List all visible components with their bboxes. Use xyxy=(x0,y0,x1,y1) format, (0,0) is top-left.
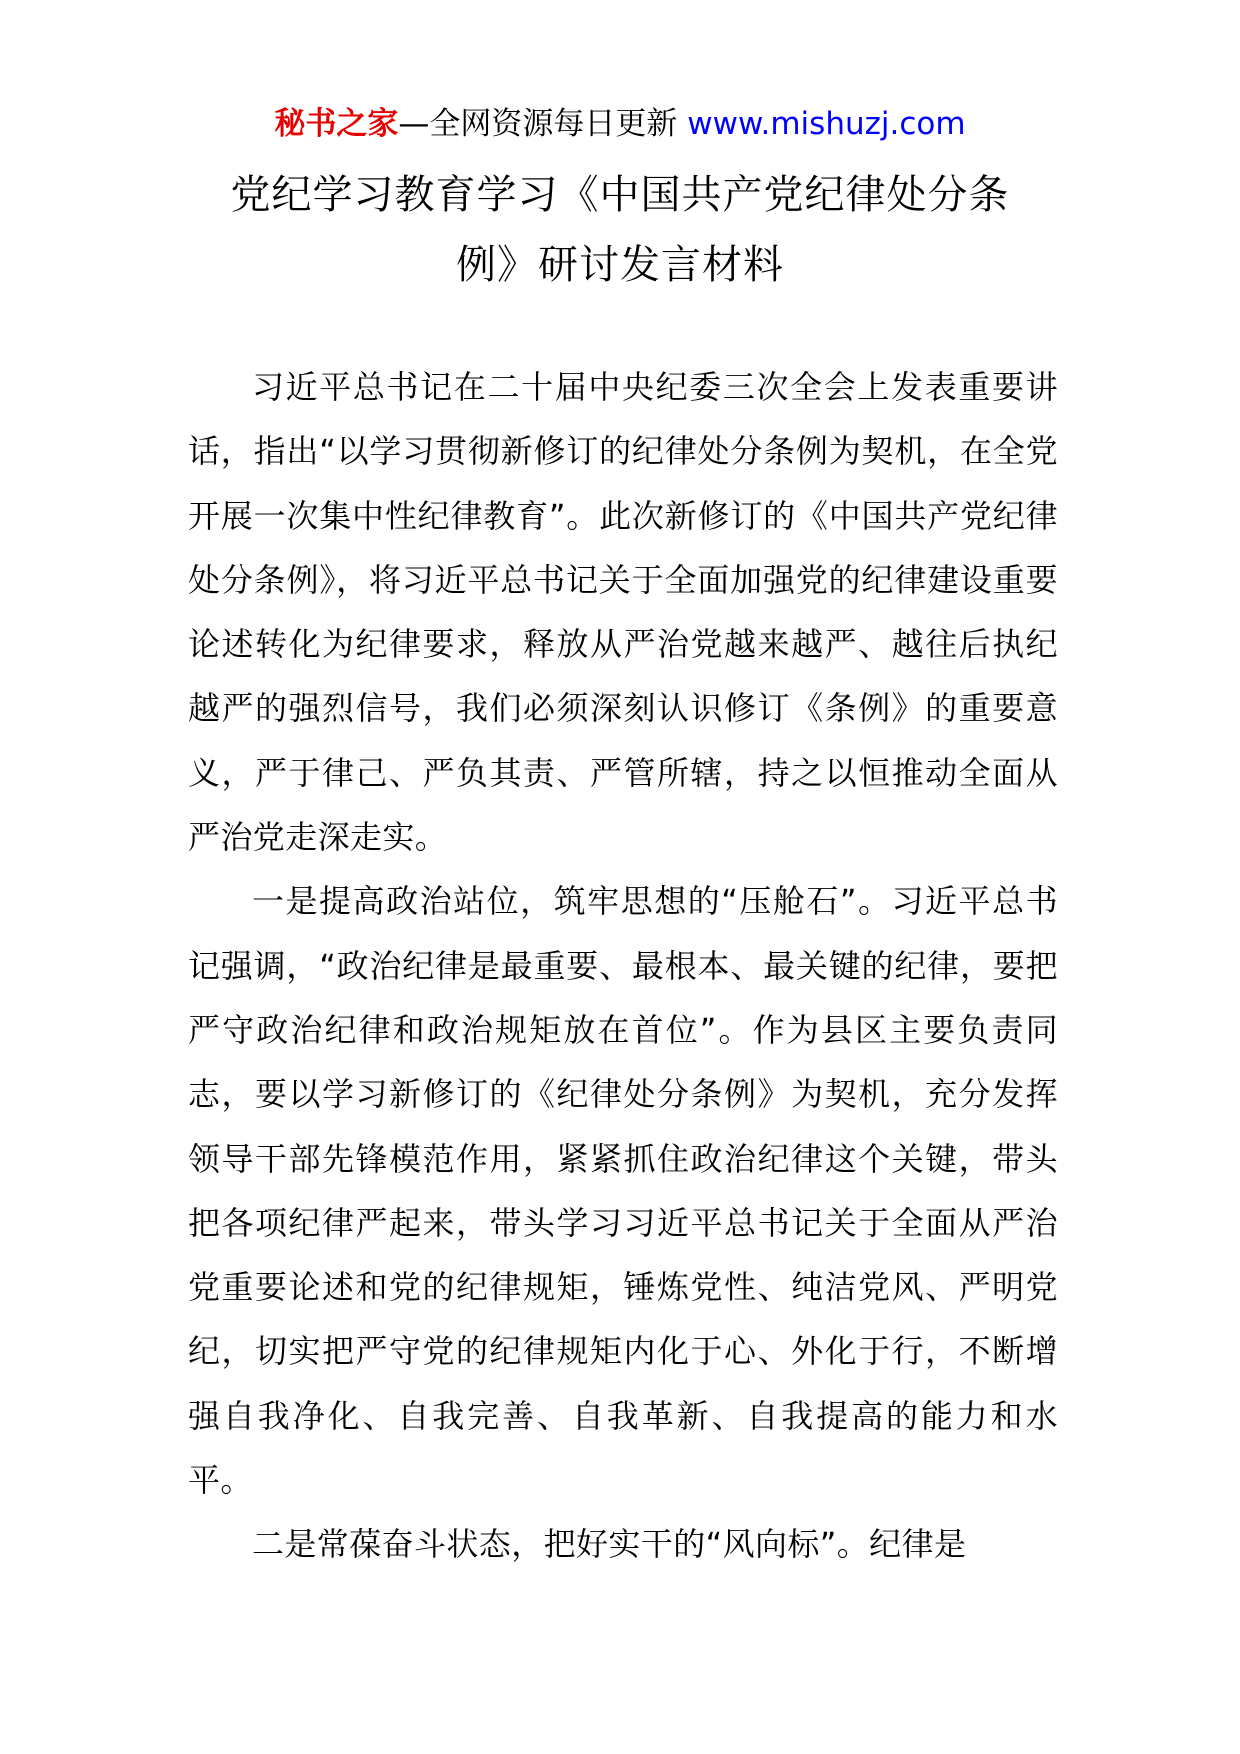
paragraph-text: 纪律是 xyxy=(869,1525,967,1564)
paragraph-point-one xyxy=(188,869,1058,1512)
site-header xyxy=(0,102,1240,146)
paragraph-point-two xyxy=(188,1512,1058,1576)
paragraph-lead: 二是常葆奋斗状态，把好实干的“风向标”。 xyxy=(252,1525,870,1564)
document-body xyxy=(188,355,1058,1577)
document-title xyxy=(150,160,1090,300)
site-tagline: —全网资源每日更新 xyxy=(398,106,688,142)
site-url-link[interactable]: www.mishuzj.com xyxy=(687,106,966,142)
document-title-line-2: 例》研讨发言材料 xyxy=(456,242,784,288)
paragraph-lead: 一是提高政治站位，筑牢思想的“压舱石”。 xyxy=(252,882,892,921)
site-brand: 秘书之家 xyxy=(274,106,399,142)
paragraph-text: 习近平总书记强调，“政治纪律是最重要、最根本、最关键的纪律，要把严守政治纪律和政治规矩放在首位”。作为县区主要负责同志，要以学习新修订的《纪律处分条例》为契机，充分发挥领导干部先锋模范作用，紧紧抓住政治纪律这个关键，带头把各项纪律严起来，带头学习习近平总书记关于全面从严治党重要论述和党的纪律规矩，锤炼党性、纯洁党风、严明党纪，切实把严守党的纪律规矩内化于心、外化于行，不断增强自我净化、自我完善、自我革新、自我提高的能力和水平。 xyxy=(188,882,1058,1500)
paragraph-intro xyxy=(188,355,1058,869)
paragraph-text: 习近平总书记在二十届中央纪委三次全会上发表重要讲话，指出“以学习贯彻新修订的纪律处分条例为契机，在全党开展一次集中性纪律教育”。此次新修订的《中国共产党纪律处分条例》，将习近平总书记关于全面加强党的纪律建设重要论述转化为纪律要求，释放从严治党越来越严、越往后执纪越严的强烈信号，我们必须深刻认识修订《条例》的重要意义，严于律己、严负其责、严管所辖，持之以恒推动全面从严治党走深走实。 xyxy=(188,368,1058,857)
document-title-line-1: 党纪学习教育学习《中国共产党纪律处分条 xyxy=(230,172,1010,218)
